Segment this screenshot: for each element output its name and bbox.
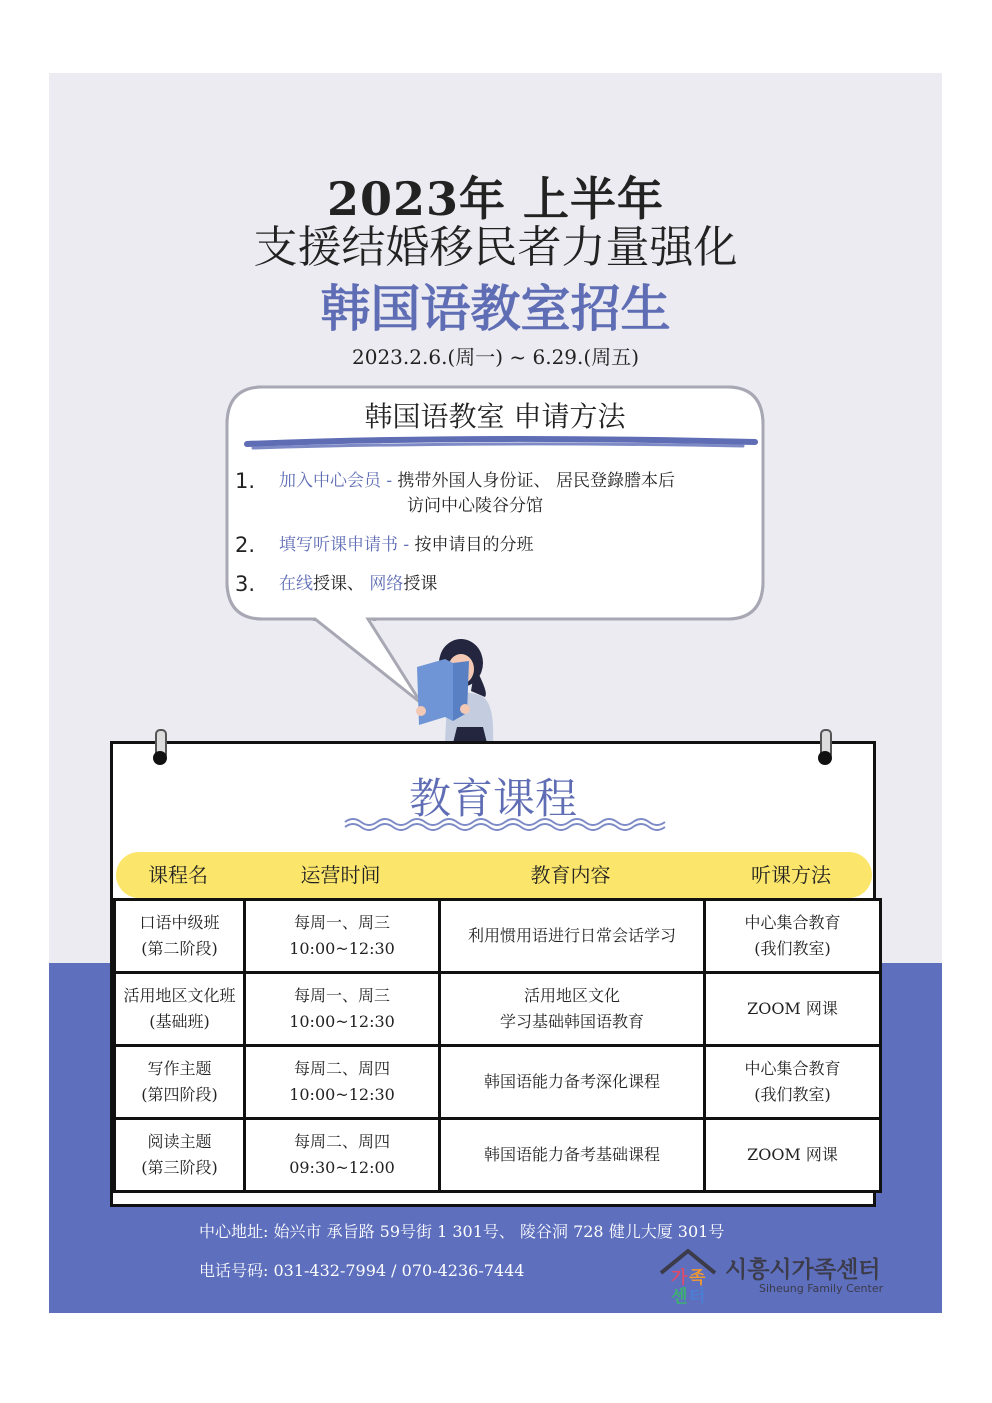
course-content-cell — [440, 900, 705, 973]
course-content: 韩国语能力备考深化课程 — [483, 1072, 660, 1091]
course-time: 09:30~12:00 — [289, 1158, 395, 1177]
course-method-cell — [705, 1046, 881, 1119]
course-content: 利用惯用语进行日常会话学习 — [467, 926, 676, 945]
course-days: 每周二、周四 — [293, 1132, 390, 1151]
course-method-cell — [705, 973, 881, 1046]
course-content: 活用地区文化 — [523, 986, 620, 1005]
logo-char-4: 터 — [689, 1287, 706, 1307]
step-text: 授课、 — [313, 574, 370, 594]
course-time: 10:00~12:30 — [289, 939, 395, 958]
table-row — [115, 973, 881, 1046]
course-method-cell — [705, 900, 881, 973]
course-time-cell — [245, 1119, 440, 1192]
course-content-cell — [440, 973, 705, 1046]
course-method-cell — [705, 1119, 881, 1192]
course-method: ZOOM 网课 — [747, 999, 838, 1018]
course-name: 口语中级班 — [139, 913, 220, 932]
title-recruit: 韩国语教室招生 — [320, 279, 671, 338]
logo-subtitle: Siheung Family Center — [759, 1282, 884, 1295]
step-2 — [235, 533, 755, 558]
house-logo-icon — [657, 1245, 719, 1307]
course-time-cell — [245, 1046, 440, 1119]
course-days: 每周一、周三 — [293, 913, 390, 932]
center-address: 中心地址: 始兴市 承旨路 59号街 1 301号、 陵谷洞 728 健儿大厦 301号 — [199, 1222, 725, 1241]
course-time: 10:00~12:30 — [289, 1012, 395, 1031]
wave-decoration — [343, 816, 669, 832]
step-number: 3. — [235, 572, 256, 596]
application-heading: 韩国语教室 申请方法 — [364, 400, 626, 433]
center-phone: 电话号码: 031-432-7994 / 070-4236-7444 — [199, 1261, 525, 1280]
course-level: (基础班) — [149, 1012, 210, 1031]
woman-reading-illustration — [409, 633, 509, 743]
course-time: 10:00~12:30 — [289, 1085, 395, 1104]
title-program: 支援结婚移民者力量强化 — [253, 222, 738, 273]
step-text-line2: 访问中心陵谷分馆 — [407, 496, 543, 516]
course-method-detail: (我们教室) — [754, 1085, 831, 1104]
course-method: ZOOM 网课 — [747, 1145, 838, 1164]
table-row — [115, 1046, 881, 1119]
step-highlight: 填写听课申请书 - — [279, 535, 410, 555]
step-text: 按申请目的分班 — [409, 535, 534, 555]
course-content-cell — [440, 1119, 705, 1192]
course-table — [113, 898, 882, 1193]
course-level: (第二阶段) — [141, 939, 218, 958]
course-name: 写作主题 — [147, 1059, 212, 1078]
course-board — [110, 741, 876, 1207]
logo-char-3: 센 — [671, 1287, 688, 1307]
table-row — [115, 1119, 881, 1192]
course-days: 每周一、周三 — [293, 986, 390, 1005]
course-period: 2023.2.6.(周一) ~ 6.29.(周五) — [352, 345, 639, 369]
column-header-content: 教育内容 — [530, 863, 611, 887]
table-row — [115, 900, 881, 973]
board-hole-right — [818, 751, 832, 765]
step-highlight: 在线 — [279, 574, 313, 594]
logo-name: 시흥시가족센터 — [725, 1257, 881, 1283]
step-highlight: 加入中心会员 - — [279, 471, 393, 491]
course-days: 每周二、周四 — [293, 1059, 390, 1078]
course-time-cell — [245, 900, 440, 973]
board-hole-left — [153, 751, 167, 765]
course-content-line2: 学习基础韩国语教育 — [499, 1012, 644, 1031]
course-method-detail: (我们教室) — [754, 939, 831, 958]
course-content-cell — [440, 1046, 705, 1119]
step-1 — [235, 469, 755, 519]
step-highlight-2: 网络 — [369, 574, 404, 594]
application-steps — [235, 469, 755, 611]
course-name: 活用地区文化班 — [123, 986, 236, 1005]
course-time-cell — [245, 973, 440, 1046]
course-method: 中心集合教育 — [744, 913, 841, 932]
course-name-cell — [115, 1119, 245, 1192]
course-name-cell — [115, 1046, 245, 1119]
course-content: 韩国语能力备考基础课程 — [483, 1145, 660, 1164]
step-number: 2. — [235, 533, 256, 557]
poster — [49, 73, 942, 1313]
course-name-cell — [115, 973, 245, 1046]
title-year: 2023年 上半年 — [326, 172, 665, 226]
column-header-course: 课程名 — [148, 863, 208, 887]
course-name-cell — [115, 900, 245, 973]
step-text-2: 授课 — [403, 574, 438, 594]
course-name: 阅读主题 — [147, 1132, 212, 1151]
course-level: (第四阶段) — [141, 1085, 218, 1104]
course-method: 中心集合教育 — [744, 1059, 841, 1078]
column-header-method: 听课方法 — [751, 863, 831, 887]
courses-heading: 教育课程 — [408, 774, 577, 823]
column-header-time: 运营时间 — [300, 863, 381, 887]
center-logo — [657, 1245, 897, 1307]
step-number: 1. — [235, 469, 256, 493]
step-3 — [235, 572, 755, 597]
logo-char-1: 가 — [671, 1268, 688, 1288]
step-text: 携带外国人身份证、 居民登錄謄本后 — [392, 471, 675, 491]
logo-char-2: 족 — [689, 1268, 706, 1288]
course-level: (第三阶段) — [141, 1158, 218, 1177]
